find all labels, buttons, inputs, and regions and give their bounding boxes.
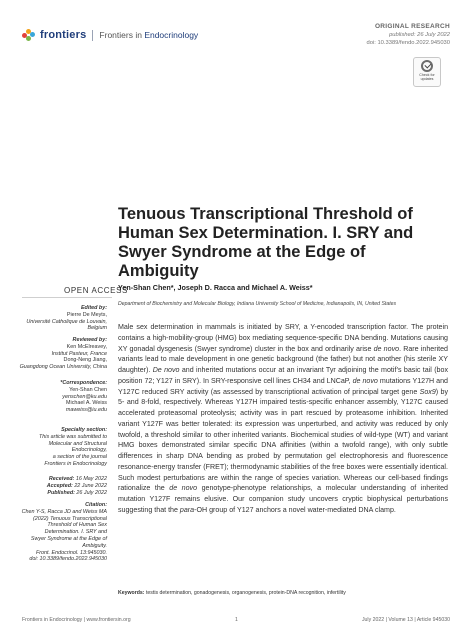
corr-1-email[interactable]: yenschen@ku.edu bbox=[62, 393, 107, 400]
frontiers-logo[interactable] bbox=[22, 29, 198, 41]
published-date: published: 26 July 2022 bbox=[389, 32, 450, 38]
frontiers-logo-icon bbox=[22, 29, 36, 41]
corr-2-name: Michael A. Weiss bbox=[66, 400, 107, 407]
check-updates-icon bbox=[421, 60, 433, 72]
citation-doi[interactable]: doi: 10.3389/fendo.2022.945030 bbox=[29, 556, 107, 563]
logo-divider bbox=[92, 30, 93, 41]
article-type: ORIGINAL RESEARCH bbox=[374, 23, 450, 30]
corr-2-email[interactable]: maweiss@iu.edu bbox=[65, 407, 107, 414]
citation-line: (2022) Tenuous Transcriptional bbox=[32, 515, 107, 522]
specialty-line: a section of the journal bbox=[52, 454, 107, 461]
specialty-line: Endocrinology, bbox=[71, 447, 107, 454]
article-title: Tenuous Transcriptional Threshold of Human Sex Determination. I. SRY and Swyer Syndrome at the Edge of Ambiguity bbox=[118, 205, 414, 280]
reviewed-by-block bbox=[11, 337, 107, 371]
edited-by-label: Edited by: bbox=[80, 305, 107, 311]
footer-volume: July 2022 | Volume 13 | Article 945030 bbox=[361, 617, 450, 623]
sidebar-divider bbox=[22, 297, 112, 298]
check-updates-label: Check for updates bbox=[419, 73, 435, 81]
reviewer-1-name: Ken McElreavey, bbox=[66, 343, 107, 350]
citation-line: Threshold of Human Sex bbox=[47, 522, 107, 529]
citation-line: Front. Endocrinol. 13:945030. bbox=[35, 549, 107, 556]
citation-line: Swyer Syndrome at the Edge of Ambiguity. bbox=[30, 535, 107, 549]
accepted-date: Accepted: 22 June 2022 bbox=[46, 482, 107, 489]
journal-title: Frontiers in Endocrinology bbox=[99, 30, 199, 40]
corr-1-name: Yen-Shan Chen bbox=[69, 386, 107, 393]
citation-block bbox=[11, 502, 107, 563]
reviewed-by-label: Reviewed by: bbox=[72, 337, 107, 343]
specialty-line: Molecular and Structural bbox=[48, 440, 107, 447]
specialty-section-block bbox=[11, 427, 107, 468]
citation-line: Determination. I. SRY and bbox=[44, 529, 107, 536]
page-number: 1 bbox=[235, 617, 238, 623]
keywords: Keywords: testis determination, gonadogenesis, organogenesis, protein-DNA recognition, infertility bbox=[118, 590, 346, 596]
specialty-label: Specialty section: bbox=[61, 427, 107, 433]
publisher-name: frontiers bbox=[40, 29, 87, 41]
published-date-sidebar: Published: 26 July 2022 bbox=[47, 489, 107, 496]
specialty-line: Frontiers in Endocrinology bbox=[44, 460, 107, 467]
specialty-line: This article was submitted to bbox=[38, 433, 107, 440]
citation-line: Chen Y-S, Racca JD and Weiss MA bbox=[21, 508, 107, 515]
author-affiliation: Department of Biochemistry and Molecular Biology, Indiana University School of Medicine, Indianapolis, IN, United States bbox=[118, 301, 397, 307]
editor-affiliation: Université Catholique de Louvain, bbox=[26, 318, 107, 325]
correspondence-label: *Correspondence: bbox=[60, 380, 107, 386]
check-for-updates-button[interactable] bbox=[413, 57, 441, 87]
citation-label: Citation: bbox=[85, 502, 107, 508]
open-access-label: OPEN ACCESS bbox=[64, 286, 128, 295]
dates-block bbox=[11, 476, 107, 496]
editor-country: Belgium bbox=[87, 325, 107, 332]
abstract: Male sex determination in mammals is initiated by SRY, a Y-encoded transcription factor. The protein contains a high-mobility-group (HMG) box mediating sequence-specific DNA bending. Mutations causing XY gonadal dysgenesis (Swyer syndrome) cluster in the box and ordinarily arise de novo. Rare inherited variants lead to male development in one genetic background (the father) but not another (his sterile XY daughter). De novo and inherited mutations occur at an invariant Tyr adjoining the motif’s basic tail (box position 72; Y127 in SRY). In SRY-responsive cell lines CH34 and LNCaP, de novo mutations Y127H and Y127C reduced SRY activity (as assessed by transcriptional activation of principal target gene Sox9) by 5- and 8-fold, respectively. Whereas Y127H impaired testis-specific enhancer assembly, Y127C caused accelerated proteasomal proteolysis; activity was in part rescued by proteasome inhibition. Inherited variant Y127F was better tolerated: its expression was unperturbed, and activity was reduced by only twofold, a threshold similar to other inherited variants. Biochemical studies of wild-type (WT) and variant HMG boxes demonstrated similar specific DNA affinities (within a twofold range), with only subtle differences in sharp DNA bending as probed by permutation gel electrophoresis and fluorescence resonance-energy transfer (FRET); thermodynamic stabilities of the free boxes were essentially identical. Such modest perturbations are within the range of species variation. Whereas our cell-based findings rationalize the de novo genotype-phenotype relationships, a molecular understanding of inherited mutation Y127F remains elusive. Our companion study uncovers cryptic biophysical perturbations suggesting that the para-OH group of Y127 anchors a novel water-mediated DNA clamp. bbox=[118, 323, 449, 514]
correspondence-block bbox=[11, 380, 107, 414]
reviewer-2-name: Dong-Neng Jiang, bbox=[63, 357, 107, 364]
reviewer-1-affiliation: Institut Pasteur, France bbox=[51, 350, 107, 357]
edited-by-block bbox=[11, 305, 107, 332]
doi-link[interactable]: doi: 10.3389/fendo.2022.945030 bbox=[366, 40, 450, 46]
author-list: Yen-Shan Chen*, Joseph D. Racca and Michael A. Weiss* bbox=[118, 283, 313, 292]
reviewer-2-affiliation: Guangdong Ocean University, China bbox=[19, 364, 107, 371]
received-date: Received: 16 May 2022 bbox=[48, 476, 107, 482]
editor-name: Pierre De Meyts, bbox=[66, 311, 107, 318]
footer-journal[interactable]: Frontiers in Endocrinology | www.frontiersin.org bbox=[22, 617, 131, 623]
